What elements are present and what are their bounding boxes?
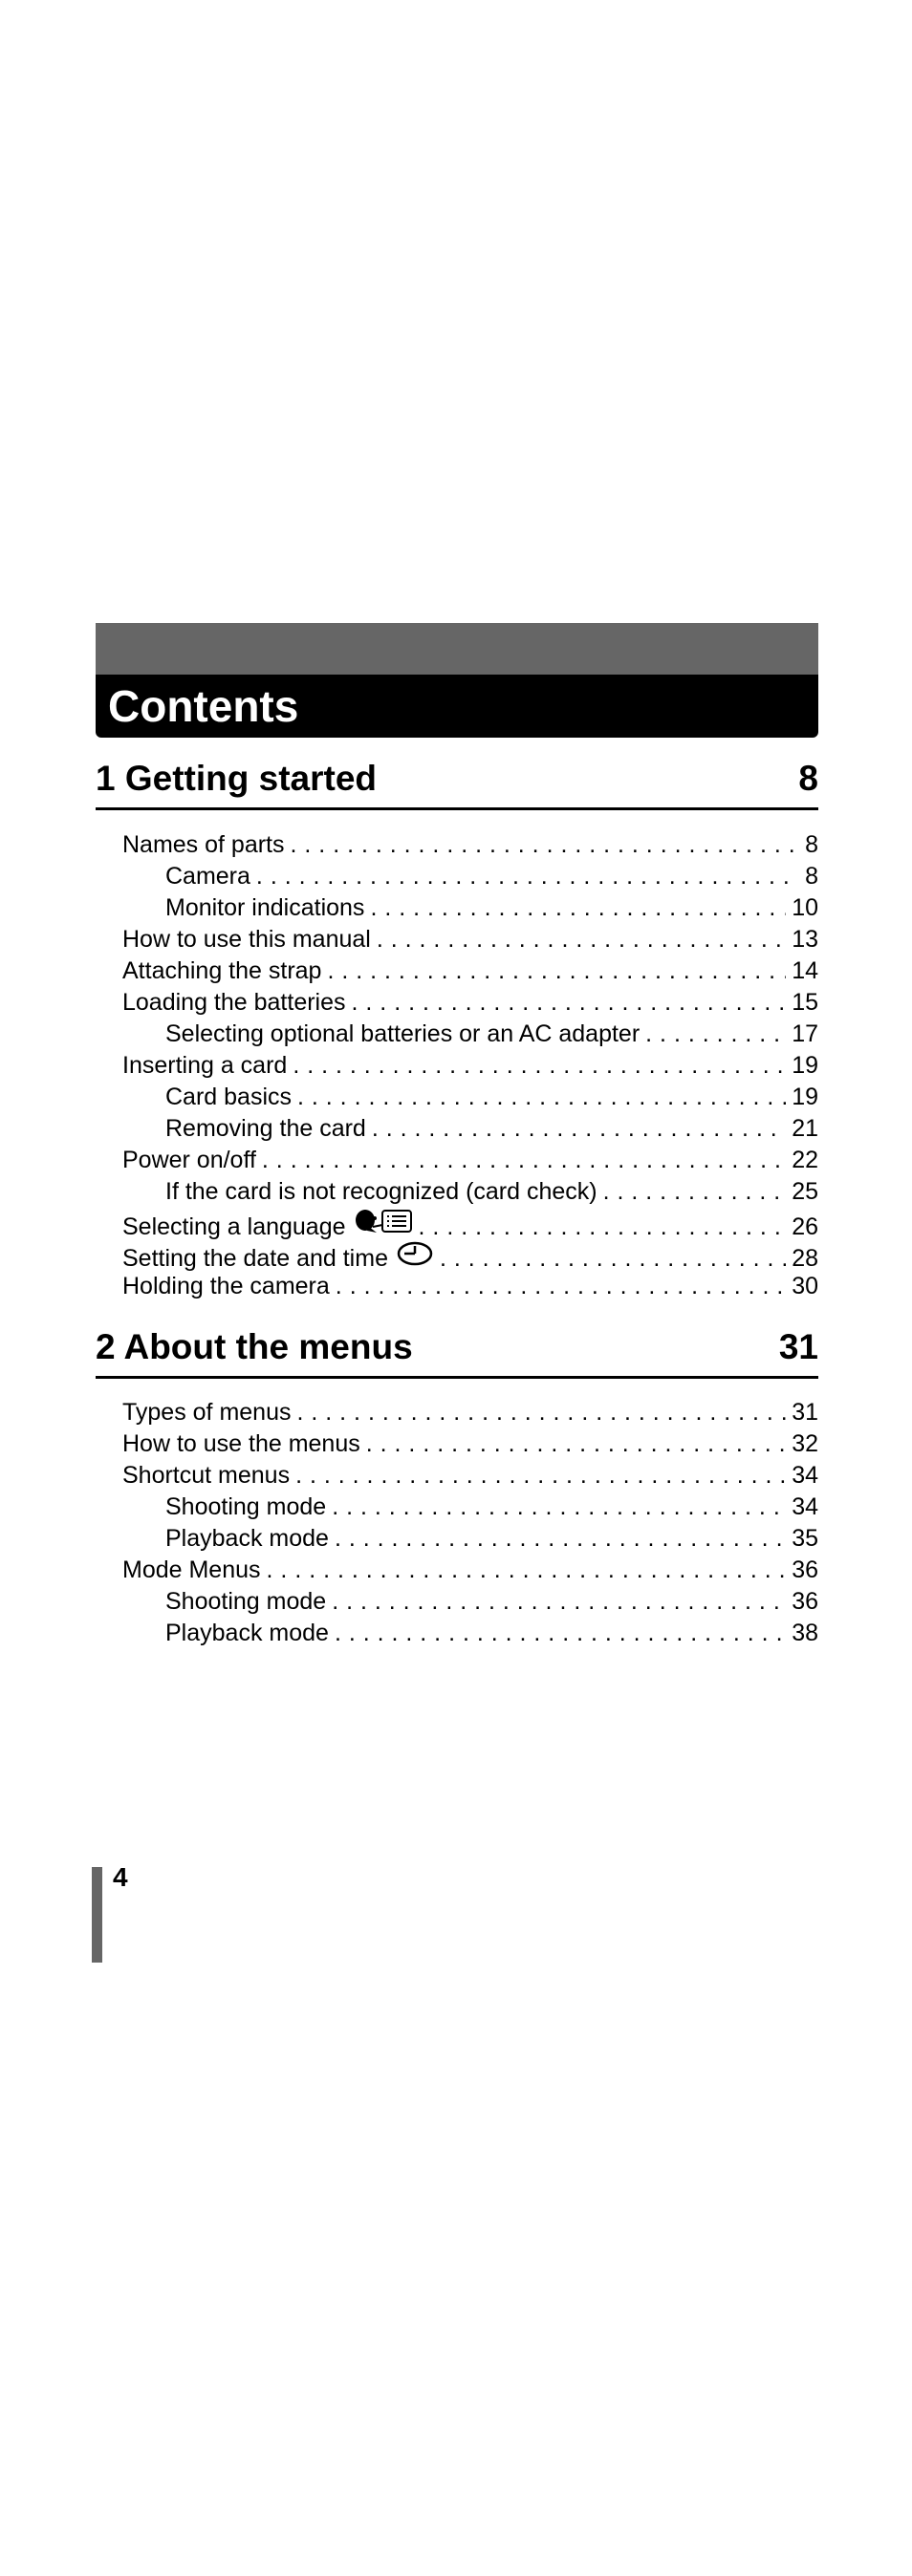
toc-entry[interactable] bbox=[122, 861, 818, 892]
toc-entry-label: Shooting mode bbox=[165, 1493, 327, 1520]
toc-entry-label: Power on/off bbox=[122, 1147, 256, 1173]
toc-entry-page: 10 bbox=[792, 894, 818, 921]
toc-entry-label: Removing the card bbox=[165, 1115, 366, 1142]
toc-entry-page: 28 bbox=[792, 1245, 818, 1272]
toc-entry[interactable] bbox=[122, 955, 818, 987]
toc-entry-page: 38 bbox=[792, 1620, 818, 1646]
toc-entry-page: 36 bbox=[792, 1588, 818, 1615]
toc-entry-page: 34 bbox=[792, 1462, 818, 1489]
toc-entry-label: Selecting optional batteries or an AC adapter bbox=[165, 1020, 641, 1047]
dot-leader bbox=[267, 1555, 787, 1586]
toc-entry[interactable] bbox=[122, 1397, 818, 1428]
language-menu-icon bbox=[354, 1208, 413, 1234]
dot-leader bbox=[372, 1113, 786, 1145]
toc-entry-page: 19 bbox=[792, 1084, 818, 1110]
dot-leader bbox=[262, 1145, 786, 1176]
toc-entry-page: 26 bbox=[792, 1213, 818, 1240]
toc-entry[interactable] bbox=[122, 1239, 818, 1271]
toc-entry-label: Card basics bbox=[165, 1084, 292, 1110]
section-page: 8 bbox=[798, 759, 818, 798]
toc-entry[interactable] bbox=[122, 1428, 818, 1460]
dot-leader bbox=[296, 1397, 786, 1428]
toc-entry[interactable] bbox=[122, 924, 818, 955]
toc-entry-page: 22 bbox=[792, 1147, 818, 1173]
dot-leader bbox=[256, 861, 799, 892]
toc-entry[interactable] bbox=[122, 1523, 818, 1555]
dot-leader bbox=[297, 1082, 786, 1113]
toc-entry-page: 8 bbox=[805, 863, 818, 890]
toc-entry[interactable] bbox=[122, 1271, 818, 1302]
toc-entry-label: Shortcut menus bbox=[122, 1462, 291, 1489]
toc-entry-label: How to use the menus bbox=[122, 1430, 360, 1457]
dot-leader bbox=[377, 924, 786, 955]
toc-entry[interactable] bbox=[122, 892, 818, 924]
toc-entry-page: 15 bbox=[792, 989, 818, 1016]
dot-leader bbox=[370, 892, 786, 924]
toc-entry-page: 14 bbox=[792, 957, 818, 984]
toc-entry[interactable] bbox=[122, 987, 818, 1019]
page-title: Contents bbox=[108, 681, 299, 731]
dot-leader bbox=[419, 1212, 787, 1243]
header-band bbox=[96, 623, 818, 676]
toc-entry[interactable] bbox=[122, 1176, 818, 1208]
toc-list bbox=[122, 1397, 818, 1649]
dot-leader bbox=[293, 1050, 786, 1082]
toc-entry-page: 8 bbox=[805, 831, 818, 858]
toc-entry-label: How to use this manual bbox=[122, 926, 371, 953]
toc-entry[interactable] bbox=[122, 1082, 818, 1113]
dot-leader bbox=[291, 829, 800, 861]
toc-entry-label: Inserting a card bbox=[122, 1052, 288, 1079]
toc-entry[interactable] bbox=[122, 1492, 818, 1523]
toc-entry[interactable] bbox=[122, 1555, 818, 1586]
toc-entry-page: 34 bbox=[792, 1493, 818, 1520]
toc-entry-page: 17 bbox=[792, 1020, 818, 1047]
toc-entry-page: 21 bbox=[792, 1115, 818, 1142]
dot-leader bbox=[332, 1586, 786, 1618]
toc-entry-page: 19 bbox=[792, 1052, 818, 1079]
toc-entry[interactable] bbox=[122, 1019, 818, 1050]
toc-entry-label: Camera bbox=[165, 863, 250, 890]
section-heading bbox=[96, 750, 818, 810]
toc-entry[interactable] bbox=[122, 829, 818, 861]
toc-entry-label: Shooting mode bbox=[165, 1588, 327, 1615]
section-title: 2 About the menus bbox=[96, 1327, 413, 1366]
toc-entry-label: Names of parts bbox=[122, 831, 285, 858]
dot-leader bbox=[645, 1019, 786, 1050]
toc-entry-label: Playback mode bbox=[165, 1525, 329, 1552]
toc-entry-label: Setting the date and time bbox=[122, 1245, 388, 1272]
toc-entry-label: Types of menus bbox=[122, 1399, 292, 1426]
toc-entry[interactable] bbox=[122, 1618, 818, 1649]
toc-entry[interactable] bbox=[122, 1586, 818, 1618]
toc-entry-label: Loading the batteries bbox=[122, 989, 346, 1016]
page-number-marker bbox=[92, 1867, 102, 1963]
section-page: 31 bbox=[778, 1327, 818, 1366]
toc-entry-label: Holding the camera bbox=[122, 1273, 330, 1299]
toc-entry-label: Selecting a language bbox=[122, 1213, 346, 1240]
toc-entry[interactable] bbox=[122, 1460, 818, 1492]
dot-leader bbox=[366, 1428, 786, 1460]
toc-entry-label: If the card is not recognized (card check) bbox=[165, 1178, 597, 1205]
toc-entry-label: Mode Menus bbox=[122, 1556, 261, 1583]
dot-leader bbox=[295, 1460, 786, 1492]
dot-leader bbox=[335, 1523, 786, 1555]
toc-entry-page: 32 bbox=[792, 1430, 818, 1457]
dot-leader bbox=[335, 1618, 786, 1649]
dot-leader bbox=[327, 955, 786, 987]
section-heading bbox=[96, 1319, 818, 1379]
dot-leader bbox=[352, 987, 787, 1019]
dot-leader bbox=[332, 1492, 786, 1523]
toc-entry-label: Monitor indications bbox=[165, 894, 365, 921]
toc-entry-page: 31 bbox=[792, 1399, 818, 1426]
dot-leader bbox=[603, 1176, 787, 1208]
toc-entry-page: 25 bbox=[792, 1178, 818, 1205]
toc-entry-page: 13 bbox=[792, 926, 818, 953]
toc-entry-page: 30 bbox=[792, 1273, 818, 1299]
toc-entry-label: Attaching the strap bbox=[122, 957, 322, 984]
toc-entry-page: 35 bbox=[792, 1525, 818, 1552]
toc-entry[interactable] bbox=[122, 1113, 818, 1145]
toc-entry[interactable] bbox=[122, 1208, 818, 1239]
toc-entry-page: 36 bbox=[792, 1556, 818, 1583]
toc-entry[interactable] bbox=[122, 1145, 818, 1176]
page-number: 4 bbox=[113, 1862, 128, 1892]
clock-icon bbox=[396, 1239, 434, 1266]
toc-entry-label: Playback mode bbox=[165, 1620, 329, 1646]
dot-leader bbox=[336, 1271, 786, 1302]
toc-list bbox=[122, 829, 818, 1302]
toc-entry[interactable] bbox=[122, 1050, 818, 1082]
section-title: 1 Getting started bbox=[96, 759, 377, 798]
